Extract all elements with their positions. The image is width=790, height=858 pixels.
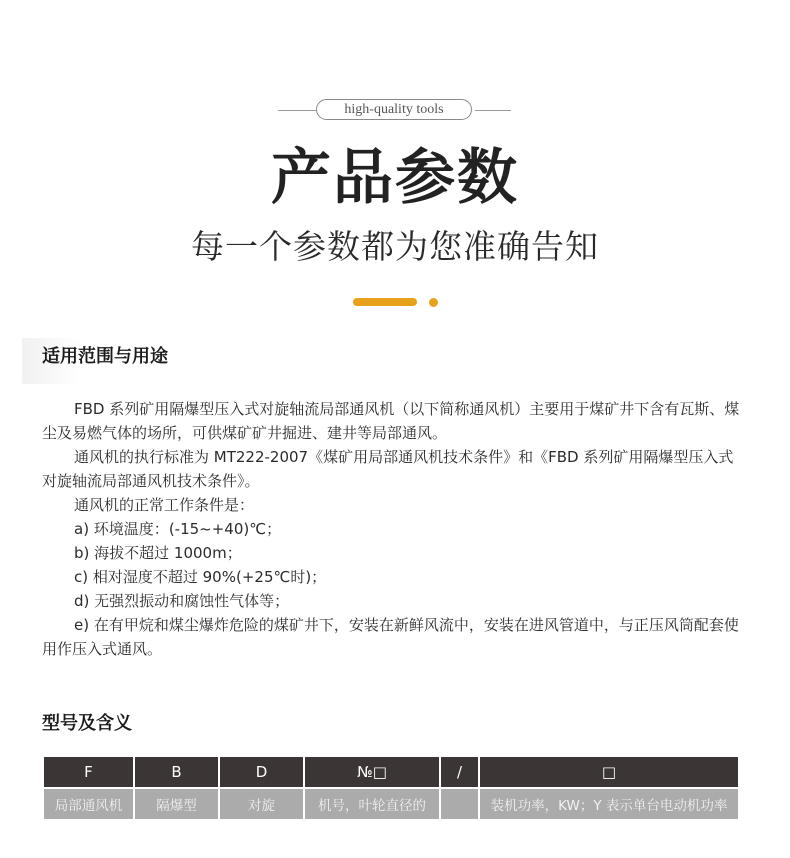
tag-line-left <box>278 110 316 111</box>
model-code-cell: B <box>135 757 218 787</box>
usage-paragraph: 通风机的正常工作条件是： <box>74 496 255 514</box>
accent-dot <box>429 298 438 307</box>
condition-item: a) 环境温度：(-15~+40)℃； <box>74 520 282 538</box>
model-heading: 型号及含义 <box>42 713 132 734</box>
model-code-cell: F <box>44 757 133 787</box>
usage-paragraph: FBD 系列矿用隔爆型压入式对旋轴流局部通风机（以下简称通风机）主要用于煤矿井下含有瓦斯、煤尘及易燃气体的场所，可供煤矿矿井掘进、建井等局部通风。 <box>42 400 740 442</box>
model-code-cell: D <box>220 757 303 787</box>
usage-heading: 适用范围与用途 <box>42 346 168 367</box>
model-meaning-cell: 对旋 <box>220 789 303 819</box>
model-meaning-cell: 局部通风机 <box>44 789 133 819</box>
condition-item: d) 无强烈振动和腐蚀性气体等； <box>74 592 290 610</box>
model-meaning-cell <box>441 789 478 819</box>
condition-item: e) 在有甲烷和煤尘爆炸危险的煤矿井下，安装在新鲜风流中，安装在进风管道中，与正压风筒配套使用作压入式通风。 <box>42 616 739 658</box>
condition-item: b) 海拔不超过 1000m； <box>74 544 242 562</box>
model-meaning-cell: 机号，叶轮直径的 <box>305 789 439 819</box>
usage-paragraph: 通风机的执行标准为 MT222-2007《煤矿用局部通风机技术条件》和《FBD 系列矿用隔爆型压入式对旋轴流局部通风机技术条件》。 <box>42 448 734 490</box>
accent-bar <box>353 298 417 306</box>
model-meaning-cell: 装机功率，KW；Y 表示单台电动机功率 <box>480 789 738 819</box>
model-code-cell: №□ <box>305 757 439 787</box>
usage-body <box>42 397 742 661</box>
condition-item: c) 相对湿度不超过 90%(+25℃时)； <box>74 568 327 586</box>
page-subtitle: 每一个参数都为您准确告知 <box>191 227 599 266</box>
tag-line-right <box>475 110 511 111</box>
model-code-cell: / <box>441 757 478 787</box>
page-title: 产品参数 <box>271 143 519 213</box>
model-meaning-row <box>44 789 738 819</box>
model-code-row <box>44 757 738 787</box>
model-meaning-cell: 隔爆型 <box>135 789 218 819</box>
model-table <box>42 755 740 821</box>
model-code-cell: □ <box>480 757 738 787</box>
tagline-badge: high-quality tools <box>316 99 472 120</box>
